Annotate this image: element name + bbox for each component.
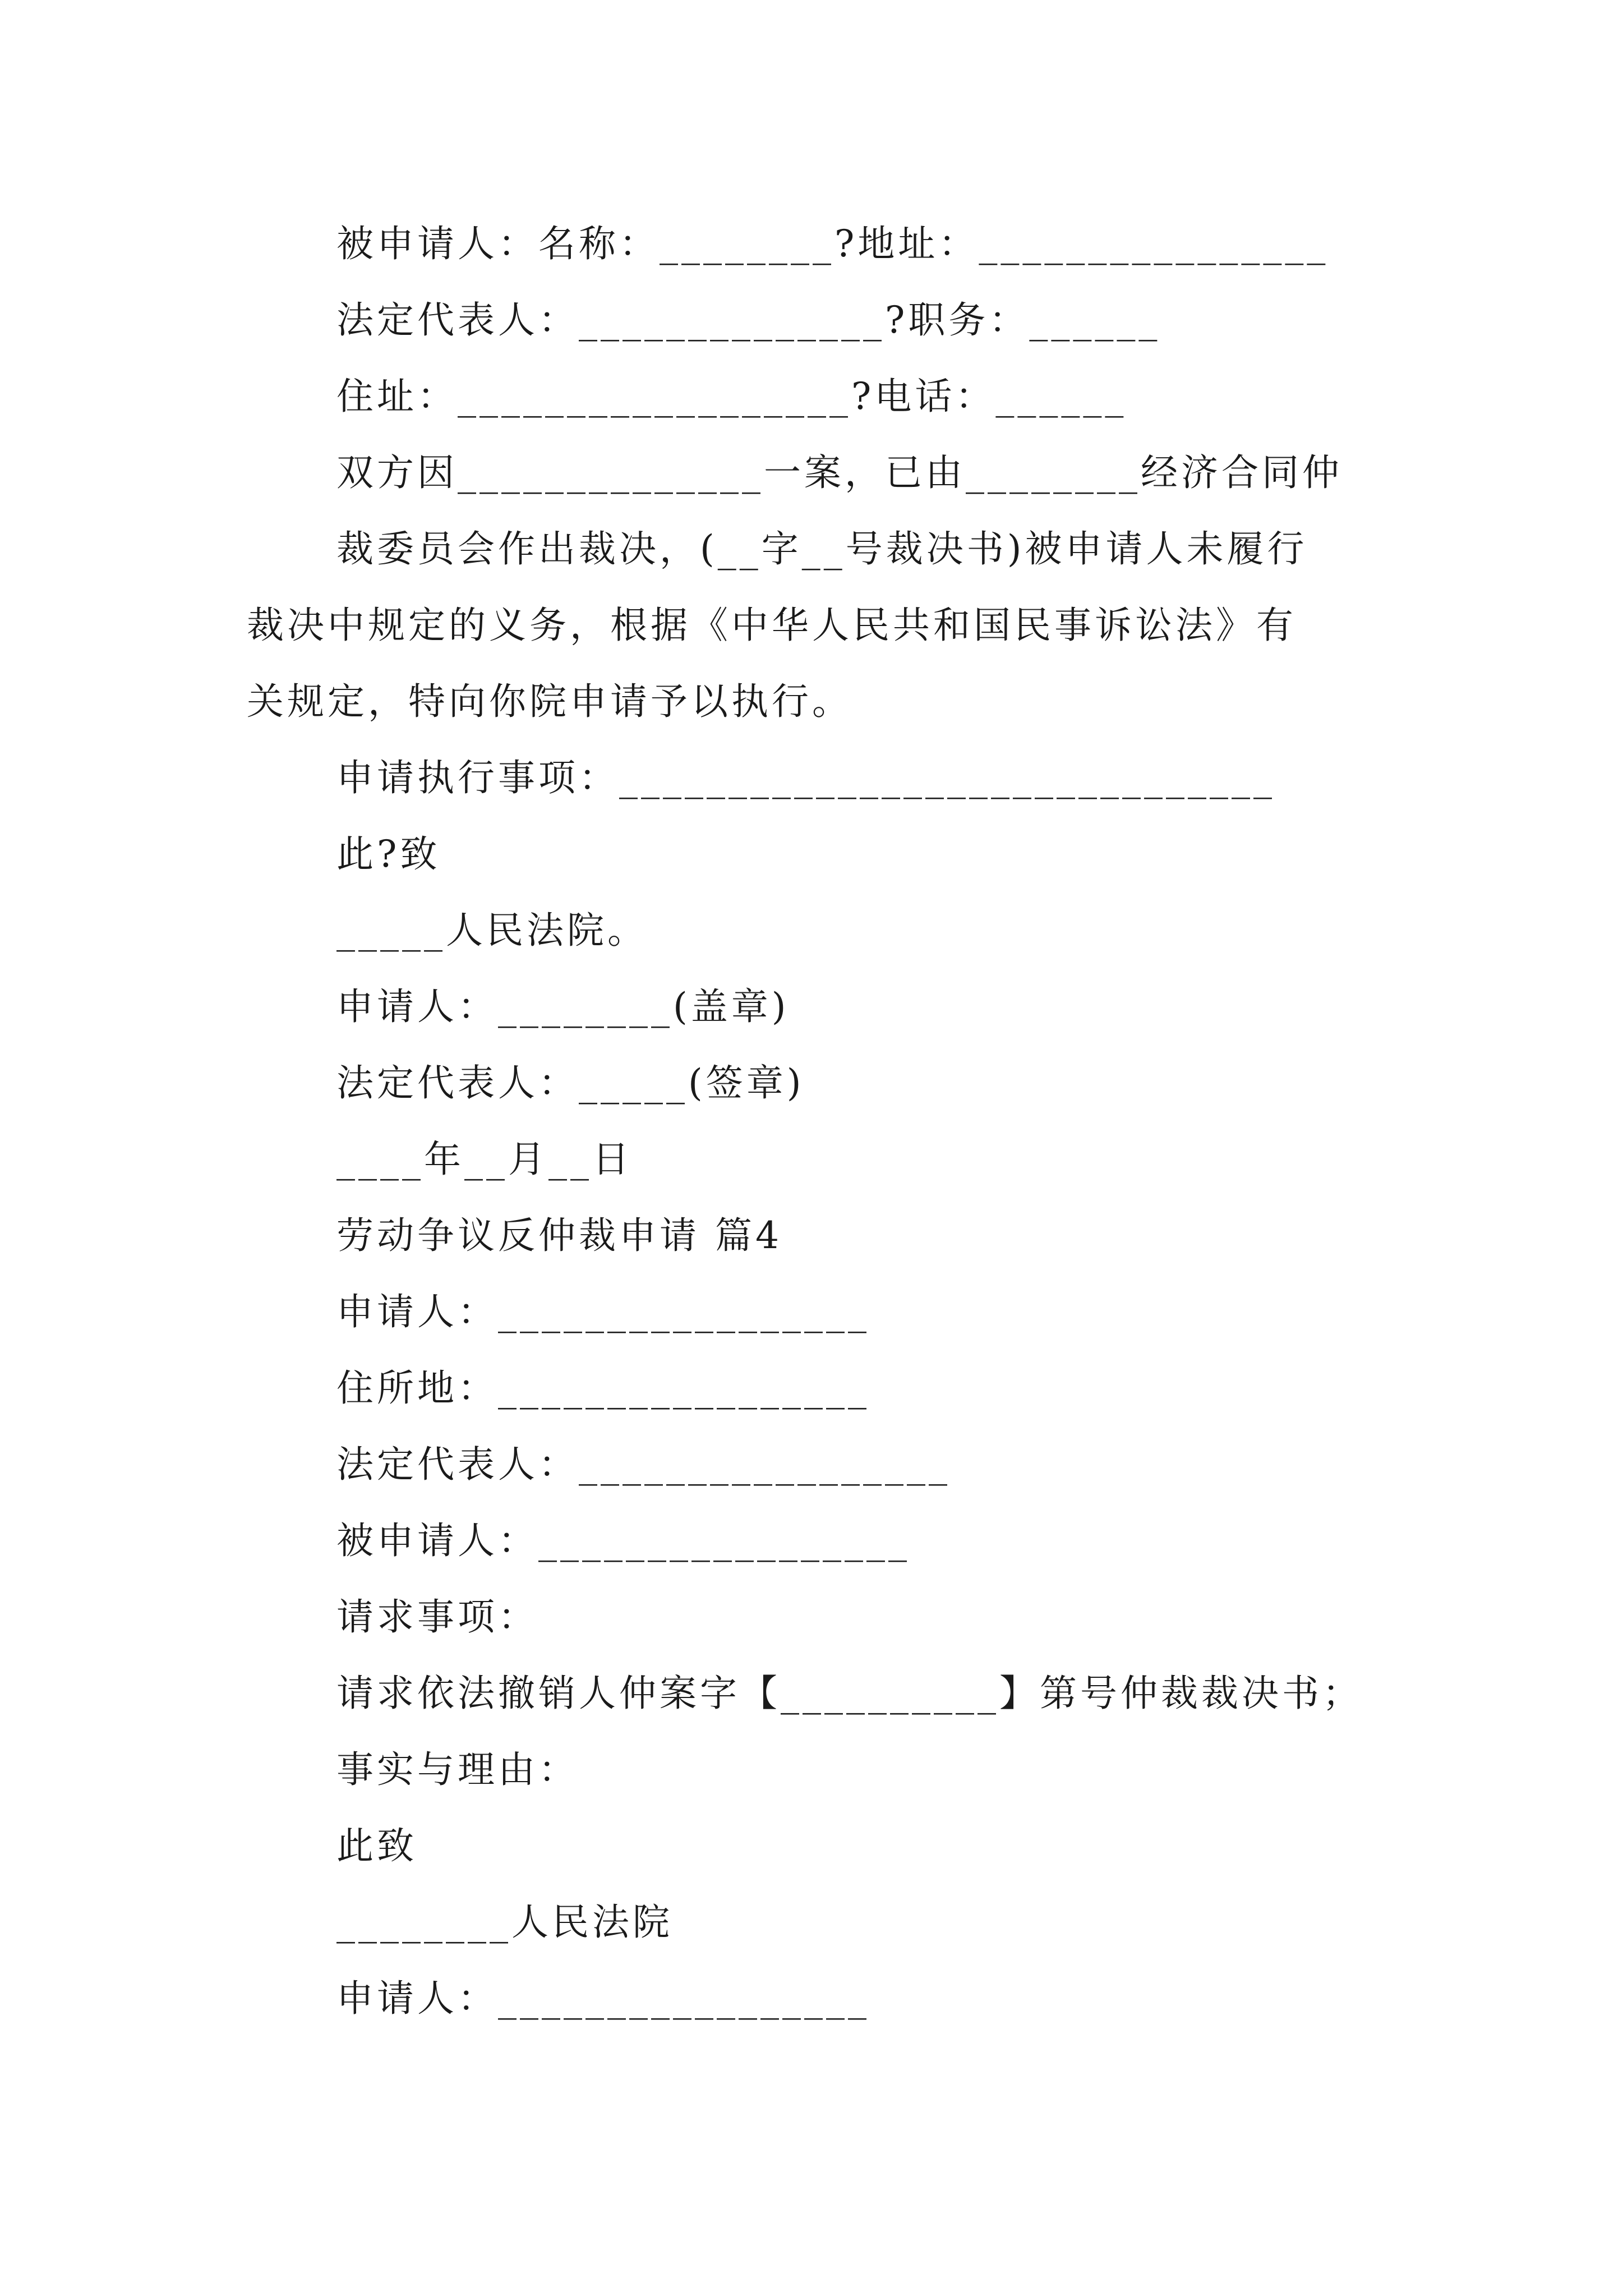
section-title: 劳动争议反仲裁申请 篇4 (336, 1214, 782, 1257)
case-paragraph-line-3: 裁决中规定的义务，根据《中华人民共和国民事诉讼法》有 (247, 604, 1297, 647)
legal-rep-line: 法定代表人：_________________ (336, 1443, 951, 1486)
respondent-name-address-line: 被申请人：名称：________?地址：________________ (336, 222, 1329, 265)
respondent-line: 被申请人：_________________ (336, 1519, 910, 1562)
case-paragraph-line-4: 关规定，特向你院申请予以执行。 (247, 680, 852, 723)
applicant-seal-line: 申请人：________(盖章) (336, 985, 790, 1028)
date-line: ____年__月__日 (336, 1138, 633, 1181)
legal-rep-position-line: 法定代表人：______________?职务：______ (336, 298, 1161, 342)
court-line-2: ________人民法院 (336, 1901, 673, 1944)
court-line: _____人民法院。 (336, 909, 648, 952)
request-content-line: 请求依法撤销人仲案字【__________】第号仲裁裁决书； (336, 1672, 1363, 1715)
legal-rep-signature-line: 法定代表人：_____(签章) (336, 1061, 805, 1105)
case-paragraph-line-1: 双方因______________一案，已由________经济合同仲 (336, 451, 1343, 494)
salutation-line: 此?致 (336, 832, 441, 876)
case-paragraph-line-2: 裁委员会作出裁决，(__字__号裁决书)被申请人未履行 (336, 527, 1308, 570)
enforcement-items-line: 申请执行事项：______________________________ (336, 756, 1275, 799)
applicant-line-2: 申请人：_________________ (336, 1977, 870, 2020)
address-phone-line: 住址：__________________?电话：______ (336, 375, 1127, 418)
salutation-line-2: 此致 (336, 1824, 417, 1867)
facts-reasons-heading: 事实与理由： (336, 1748, 579, 1791)
request-items-heading: 请求事项： (336, 1595, 538, 1639)
domicile-line: 住所地：_________________ (336, 1366, 870, 1410)
applicant-line: 申请人：_________________ (336, 1290, 870, 1333)
